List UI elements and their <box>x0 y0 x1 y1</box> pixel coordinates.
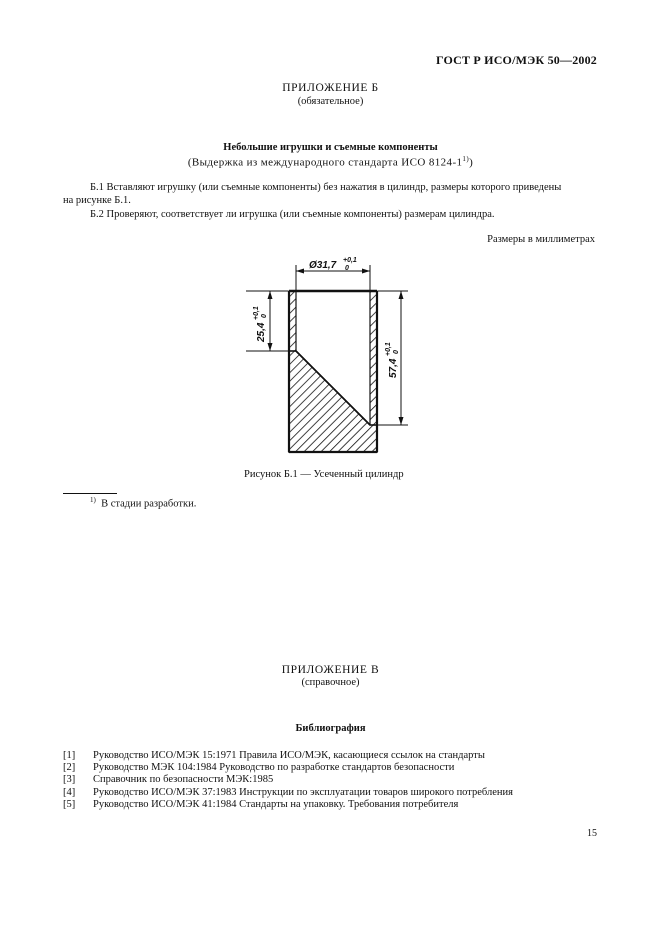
paragraph-b1-line1: Б.1 Вставляют игрушку (или съемные компоненты) без нажатия в цилиндр, размеры которого приведены <box>90 182 562 193</box>
truncated-bottom-section <box>289 351 377 452</box>
bibliography-item <box>63 799 458 810</box>
ref-number: [2] <box>63 762 76 773</box>
dim-right-tol-lower: 0 <box>393 350 400 354</box>
appendix-v-title: ПРИЛОЖЕНИЕ В <box>281 664 380 676</box>
bibliography-item <box>63 774 273 785</box>
ref-text: Руководство ИСО/МЭК 41:1984 Стандарты на упаковку. Требования потребителя <box>93 799 459 810</box>
dim-left-tol-upper: +0,1 <box>253 306 260 320</box>
ref-number: [1] <box>63 750 76 761</box>
appendix-b-subheading <box>0 155 661 169</box>
appendix-b-title: ПРИЛОЖЕНИЕ Б <box>282 82 379 94</box>
ref-number: [4] <box>63 787 76 798</box>
subheading-close: ) <box>469 156 474 169</box>
ref-text: Руководство ИСО/МЭК 37:1983 Инструкции по эксплуатации товаров широкого потребления <box>93 787 513 798</box>
dim-right-tol-upper: +0,1 <box>385 342 392 356</box>
footnote-text: В стадии разработки. <box>101 498 197 510</box>
dim-diameter: Ø31,7 <box>309 260 337 271</box>
ref-text: Руководство ИСО/МЭК 15:1971 Правила ИСО/МЭК, касающиеся ссылок на стандарты <box>93 750 485 761</box>
dim-left-tol-lower: 0 <box>261 314 268 318</box>
paragraph-b1-line2: на рисунке Б.1. <box>63 195 131 206</box>
figure-caption: Рисунок Б.1 — Усеченный цилиндр <box>244 469 404 480</box>
ref-text: Руководство МЭК 104:1984 Руководство по разработке стандартов безопасности <box>93 762 455 773</box>
ref-number: [3] <box>63 774 76 785</box>
dim-left: 25,4 <box>256 322 267 342</box>
footnote-mark: 1) <box>90 496 96 504</box>
dim-diameter-tol-upper: +0,1 <box>343 257 357 264</box>
page-number: 15 <box>587 828 597 839</box>
truncated-cylinder-figure <box>230 248 430 458</box>
appendix-b-status: (обязательное) <box>297 96 364 107</box>
bibliography-heading: Библиография <box>295 723 366 734</box>
bibliography-item <box>63 750 485 761</box>
ref-text: Справочник по безопасности МЭК:1985 <box>93 774 274 785</box>
bibliography-item <box>63 787 513 798</box>
footnote-rule <box>63 493 117 494</box>
document-header: ГОСТ Р ИСО/МЭК 50—2002 <box>435 53 597 67</box>
subheading-text: (Выдержка из международного стандарта ИСО 8124-1 <box>187 156 463 169</box>
footnote <box>90 496 196 510</box>
paragraph-b2: Б.2 Проверяют, соответствует ли игрушка (или съемные компоненты) размерам цилиндра. <box>90 209 495 220</box>
appendix-v-status: (справочное) <box>301 677 360 688</box>
ref-number: [5] <box>63 799 76 810</box>
appendix-b-heading: Небольшие игрушки и съемные компоненты <box>223 142 438 153</box>
dim-right: 57,4 <box>388 358 399 378</box>
bibliography-item <box>63 762 454 773</box>
units-note: Размеры в миллиметрах <box>487 234 595 245</box>
dim-diameter-tol-lower: 0 <box>345 265 349 272</box>
subheading-footnote-mark: 1) <box>462 155 470 163</box>
